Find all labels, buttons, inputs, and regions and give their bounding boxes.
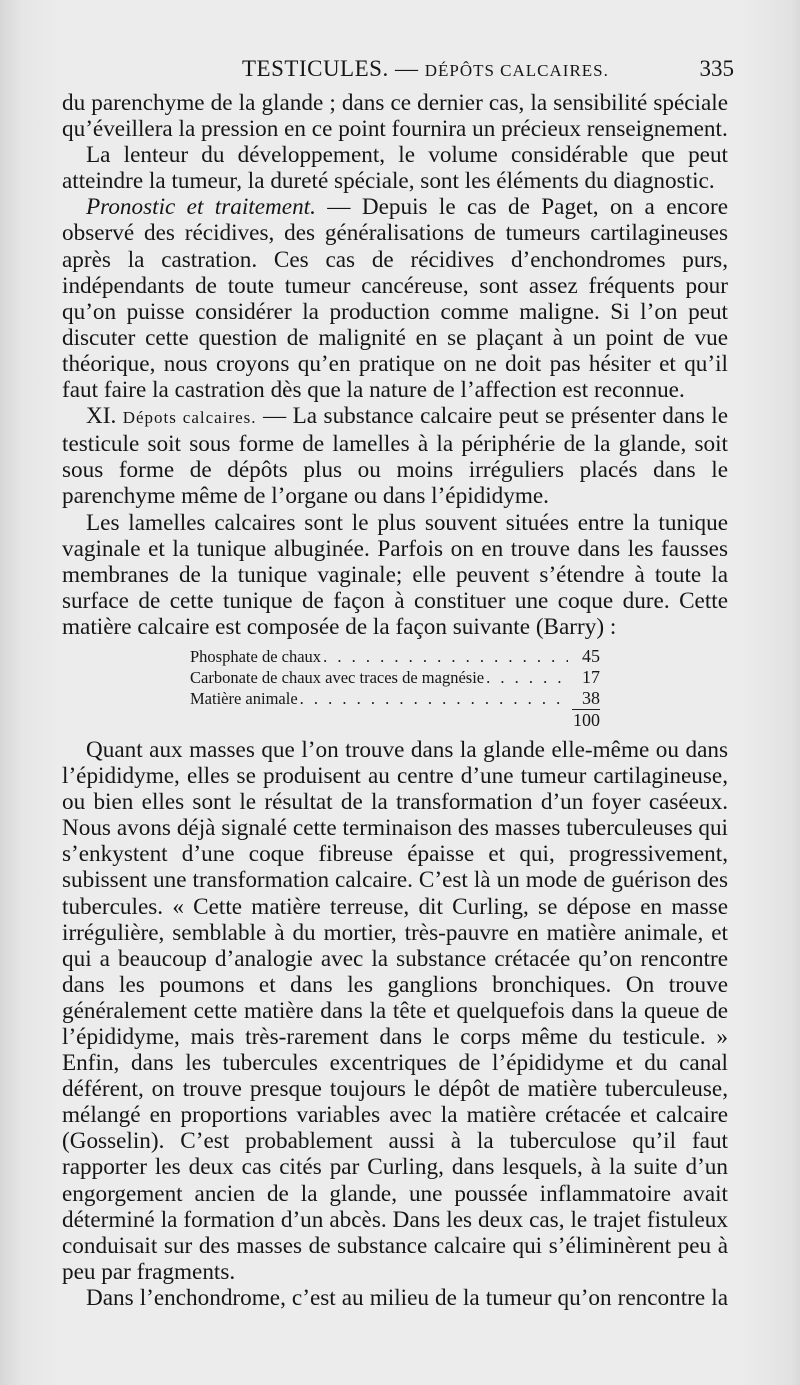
composition-table xyxy=(190,646,600,731)
header-subtitle: DÉPÔTS CALCAIRES. xyxy=(424,61,609,80)
paragraph-pronostic xyxy=(62,194,728,403)
paragraph-pronostic-text: — Depuis le cas de Paget, on a encore observé des récidives, des généralisations de tumeurs cartilagineuses après la castration. Ces cas de récidives d’enchondromes purs, indépendants de toute tumeur cancéreuse, sont assez fréquents pour qu’on puisse considérer la production comme maligne. Si l’on peut discuter cette question de malignité en se plaçant à un point de vue théorique, nous croyons qu’en pratique on ne doit pas hésiter et qu’il faut faire la castration dès que la nature de l’affection est reconnue. xyxy=(62,194,728,404)
table-label: Matière animale xyxy=(190,688,298,708)
table-label: Phosphate de chaux xyxy=(190,646,322,666)
table-value: 45 xyxy=(582,645,600,666)
heading-pronostic: Pronostic et traitement. xyxy=(86,194,316,221)
table-total: 100 xyxy=(573,709,600,730)
section-number: XI. xyxy=(86,403,117,430)
paragraph-continued: du parenchyme de la glande ; dans ce dernier cas, la sensibilité spéciale qu’éveillera la pression en ce point fournira un précieux renseignement. xyxy=(62,90,728,143)
paragraph-lamelles: Les lamelles calcaires sont le plus souvent situées entre la tunique vaginale et la tunique albuginée. Parfois on en trouve dans les fausses membranes de la tunique vaginale; elle peuvent s’étendre à toute la surface de cette tunique de façon à constituer une coque dure. Cette matière calcaire est composée de la façon suivante (Barry) : xyxy=(62,509,728,640)
page-body xyxy=(62,90,728,1311)
paragraph-diagnostic: La lenteur du développement, le volume considérable que peut atteindre la tumeur, la dureté spéciale, sont les éléments du diagnostic. xyxy=(62,142,728,195)
table-row xyxy=(190,688,600,710)
paragraph-depots xyxy=(62,403,728,509)
header-title-text: TESTICULES. xyxy=(242,56,389,81)
leader-dots xyxy=(486,667,568,688)
paragraph-depots-text: — La substance calcaire peut se présenter dans le testicule soit sous forme de lamelles à la périphérie de la glande, soit sous forme de dépôts plus ou moins irréguliers placés dans le parenchyme même de l’organe ou dans l’épididyme. xyxy=(62,403,728,510)
leader-dots xyxy=(323,646,568,667)
page-number: 335 xyxy=(699,56,734,81)
table-label: Carbonate de chaux avec traces de magnésie xyxy=(190,667,485,687)
table-value: 38 xyxy=(572,688,600,710)
header-title xyxy=(242,52,609,88)
table-row xyxy=(190,646,600,667)
leader-dots xyxy=(300,688,568,709)
paragraph-enchondrome: Dans l’enchondrome, c’est au milieu de la tumeur qu’on rencontre la xyxy=(86,1284,728,1311)
paragraph-masses: Quant aux masses que l’on trouve dans la glande elle-même ou dans l’épididyme, elles se produisent au centre d’une tumeur cartilagineuse, ou bien elles sont le résultat de la transformation d’un foyer caséeux. Nous avons déjà signalé cette terminaison des masses tuberculeuses qui s’enkystent d’une coque fibreuse épaisse et qui, progressivement, subissent une transformation calcaire. C’est là un mode de guérison des tubercules. « Cette matière terreuse, dit Curling, se dépose en masse irrégulière, semblable à du mortier, très-pauvre en matière animale, et qui a beaucoup d’analogie avec la substance crétacée qu’on rencontre dans les poumons et dans les ganglions bronchiques. On trouve généralement cette matière dans la tête et quelquefois dans la queue de l’épididyme, mais très-rarement dans le corps même du testicule. » Enfin, dans les tubercules excentriques de l’épididyme et du canal déférent, on trouve presque toujours le dépôt de matière tuberculeuse, mélangé en proportions variables avec la matière crétacée et calcaire (Gosselin). C’est probablement aussi à la tuberculose qu’il faut rapporter les deux cas cités par Curling, dans lesquels, à la suite d’un engorgement ancien de la glande, une poussée inflammatoire avait déterminé la formation d’un abcès. Dans les deux cas, le trajet fistuleux conduisait sur des masses de substance calcaire qui s’éliminèrent peu à peu par fragments. xyxy=(62,736,728,1285)
header-dash: — xyxy=(394,56,419,81)
heading-depots: Dépots calcaires. xyxy=(122,408,257,428)
table-value: 17 xyxy=(582,666,600,687)
running-header xyxy=(62,52,738,86)
table-row xyxy=(190,667,600,688)
